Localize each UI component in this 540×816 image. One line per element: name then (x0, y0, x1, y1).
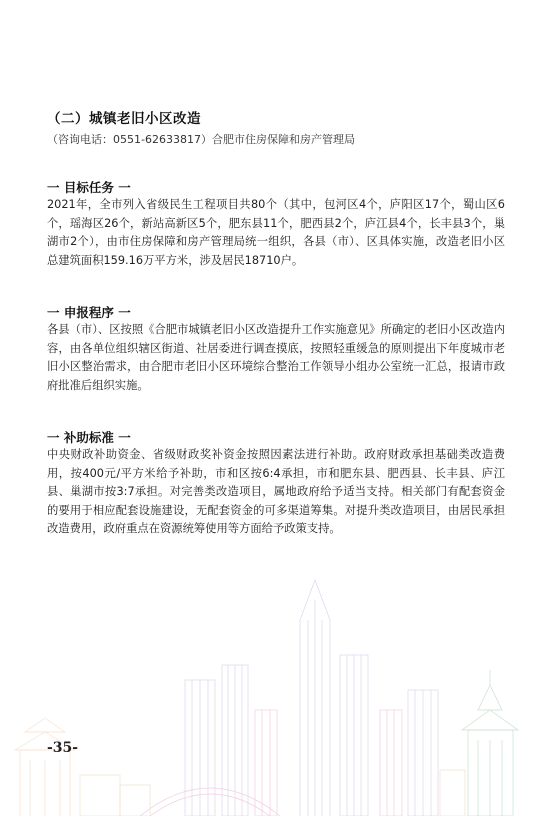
contact-line: （咨询电话：0551-62633817）合肥市住房保障和房产管理局 (47, 133, 355, 146)
paragraph-target-tasks: 2021年，全市列入省级民生工程项目共80个（其中，包河区4个，庐阳区17个，蜀山区6个，瑶海区26个，新站高新区5个，肥东县11个，肥西县2个，庐江县4个，长丰县3个，巢湖市2个），由市住房保障和房产管理局统一组织，各县（市）、区具体实施，改造老旧小区总建筑面积159.16万平方米，涉及居民18710户。 (47, 198, 505, 267)
paragraph-application-procedure: 各县（市）、区按照《合肥市城镇老旧小区改造提升工作实施意见》所确定的老旧小区改造内容，由各单位组织辖区街道、社居委进行调查摸底，按照轻重缓急的原则提出下年度城市老旧小区整治需求，由合肥市老旧小区环境综合整治工作领导小组办公室统一汇总，报请市政府批准后组织实施。 (47, 323, 505, 392)
section-title: （二）城镇老旧小区改造 (47, 111, 201, 127)
heading-application-procedure: 一 申报程序 一 (47, 305, 131, 320)
city-skyline-illustration (0, 560, 540, 816)
heading-target-tasks: 一 目标任务 一 (47, 180, 131, 195)
heading-subsidy-standard: 一 补助标准 一 (47, 430, 131, 445)
page-number: -35- (47, 740, 79, 756)
paragraph-subsidy-standard: 中央财政补助资金、省级财政奖补资金按照因素法进行补助。政府财政承担基础类改造费用，按400元/平方米给予补助，市和区按6:4承担，市和肥东县、肥西县、长丰县、庐江县、巢湖市按3:7承担。对完善类改造项目，属地政府给予适当支持。相关部门有配套资金的要用于相应配套设施建设，无配套资金的可多渠道筹集。对提升类改造项目，由居民承担改造费用，政府重点在资源统筹使用等方面给予政策支持。 (47, 448, 505, 536)
